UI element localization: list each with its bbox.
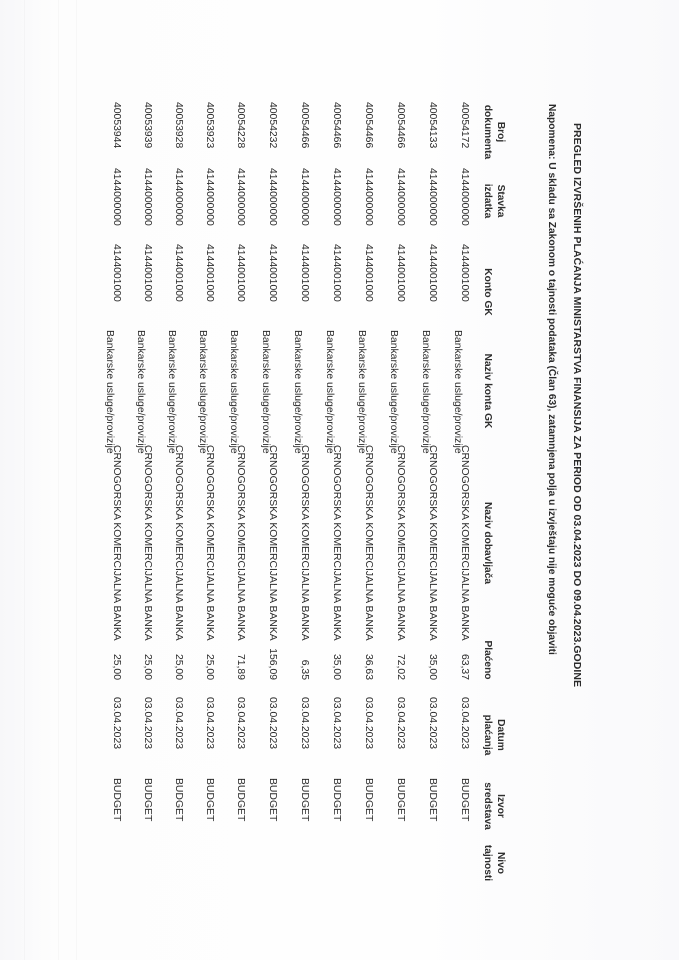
cell-placeno: 71,89: [235, 653, 246, 680]
header-line: tajnosti: [482, 844, 493, 882]
header-line: plaćanja: [482, 714, 493, 756]
header-naziv-konta-gk: Naziv konta GK: [482, 353, 493, 429]
cell-naziv-konta: Bankarske usluge/provizije: [135, 330, 146, 454]
cell-placeno: 63,37: [459, 653, 470, 680]
cell-datum: 03.04.2023: [363, 697, 374, 750]
cell-broj-dokumenta: 40053939: [142, 102, 153, 149]
cell-izvor: BUDGET: [395, 778, 406, 822]
cell-stavka-izdatka: 4144000000: [204, 168, 215, 226]
header-datum-placanja: [481, 700, 507, 770]
cell-naziv-konta: Bankarske usluge/provizije: [228, 330, 239, 454]
cell-broj-dokumenta: 40054466: [299, 102, 310, 149]
cell-izvor: BUDGET: [363, 778, 374, 822]
cell-izvor: BUDGET: [299, 778, 310, 822]
cell-stavka-izdatka: 4144000000: [111, 168, 122, 226]
cell-izvor: BUDGET: [204, 778, 215, 822]
table-row: [451, 0, 471, 960]
header-line: Datum: [495, 719, 506, 751]
cell-izvor: BUDGET: [142, 778, 153, 822]
header-naziv-dobavljaca: Naziv dobavljača: [482, 501, 493, 585]
cell-stavka-izdatka: 4144000000: [173, 168, 184, 226]
cell-placeno: 35,00: [331, 653, 342, 680]
table-row: [103, 0, 123, 960]
cell-broj-dokumenta: 40054466: [331, 102, 342, 149]
cell-konto-gk: 4144001000: [459, 244, 470, 302]
header-line: Nivo: [495, 851, 506, 875]
cell-placeno: 36,63: [363, 653, 374, 680]
table-row: [227, 0, 247, 960]
header-line: Stavka: [495, 184, 506, 218]
cell-konto-gk: 4144001000: [331, 244, 342, 302]
cell-dobavljac: CRNOGORSKA KOMERCIJALNA BANKA: [235, 445, 246, 641]
cell-datum: 03.04.2023: [299, 697, 310, 750]
table-row: [291, 0, 311, 960]
table-row: [259, 0, 279, 960]
cell-naziv-konta: Bankarske usluge/provizije: [356, 330, 367, 454]
cell-konto-gk: 4144001000: [299, 244, 310, 302]
cell-stavka-izdatka: 4144000000: [267, 168, 278, 226]
cell-datum: 03.04.2023: [142, 697, 153, 750]
table-row: [387, 0, 407, 960]
cell-konto-gk: 4144001000: [427, 244, 438, 302]
cell-placeno: 6,35: [299, 659, 310, 680]
cell-placeno: 25,00: [142, 653, 153, 680]
cell-placeno: 25,00: [173, 653, 184, 680]
cell-datum: 03.04.2023: [427, 697, 438, 750]
cell-naziv-konta: Bankarske usluge/provizije: [197, 330, 208, 454]
table-row: [419, 0, 439, 960]
cell-broj-dokumenta: 40053944: [111, 102, 122, 149]
table-row: [165, 0, 185, 960]
cell-datum: 03.04.2023: [331, 697, 342, 750]
cell-stavka-izdatka: 4144000000: [235, 168, 246, 226]
cell-datum: 03.04.2023: [267, 697, 278, 750]
cell-izvor: BUDGET: [427, 778, 438, 822]
cell-dobavljac: CRNOGORSKA KOMERCIJALNA BANKA: [331, 445, 342, 641]
cell-naziv-konta: Bankarske usluge/provizije: [292, 330, 303, 454]
cell-broj-dokumenta: 40054172: [459, 102, 470, 149]
cell-konto-gk: 4144001000: [267, 244, 278, 302]
cell-broj-dokumenta: 40054228: [235, 102, 246, 149]
cell-datum: 03.04.2023: [459, 697, 470, 750]
header-izvor-sredstava: [481, 776, 507, 836]
cell-stavka-izdatka: 4144000000: [331, 168, 342, 226]
cell-naziv-konta: Bankarske usluge/provizije: [324, 330, 335, 454]
cell-placeno: 72,02: [395, 653, 406, 680]
cell-naziv-konta: Bankarske usluge/provizije: [104, 330, 115, 454]
cell-naziv-konta: Bankarske usluge/provizije: [260, 330, 271, 454]
header-broj-dokumenta: [481, 104, 507, 160]
cell-placeno: 156,09: [267, 648, 278, 680]
cell-naziv-konta: Bankarske usluge/provizije: [420, 330, 431, 454]
cell-konto-gk: 4144001000: [395, 244, 406, 302]
header-line: sredstava: [482, 782, 493, 830]
header-line: izdatka: [482, 183, 493, 219]
cell-izvor: BUDGET: [111, 778, 122, 822]
cell-dobavljac: CRNOGORSKA KOMERCIJALNA BANKA: [267, 445, 278, 641]
cell-dobavljac: CRNOGORSKA KOMERCIJALNA BANKA: [299, 445, 310, 641]
cell-izvor: BUDGET: [173, 778, 184, 822]
header-nivo-tajnosti: [481, 838, 507, 888]
document-title: PREGLED IZVRŠENIH PLAĆANJA MINISTARSTVA FINANSIJA ZA PERIOD OD 03.04.2023 DO 09.04.2023.GODINE: [571, 123, 583, 688]
cell-datum: 03.04.2023: [235, 697, 246, 750]
cell-konto-gk: 4144001000: [204, 244, 215, 302]
cell-naziv-konta: Bankarske usluge/provizije: [452, 330, 463, 454]
cell-dobavljac: CRNOGORSKA KOMERCIJALNA BANKA: [204, 445, 215, 641]
cell-dobavljac: CRNOGORSKA KOMERCIJALNA BANKA: [427, 445, 438, 641]
header-line: Broj: [495, 121, 506, 143]
table-row: [323, 0, 343, 960]
cell-placeno: 35,00: [427, 653, 438, 680]
cell-broj-dokumenta: 40054232: [267, 102, 278, 149]
cell-placeno: 25,00: [204, 653, 215, 680]
cell-stavka-izdatka: 4144000000: [427, 168, 438, 226]
cell-stavka-izdatka: 4144000000: [299, 168, 310, 226]
header-stavka-izdatka: [481, 176, 507, 226]
header-placeno: Plaćeno: [482, 640, 493, 680]
cell-izvor: BUDGET: [459, 778, 470, 822]
cell-konto-gk: 4144001000: [363, 244, 374, 302]
cell-dobavljac: CRNOGORSKA KOMERCIJALNA BANKA: [363, 445, 374, 641]
cell-naziv-konta: Bankarske usluge/provizije: [388, 330, 399, 454]
cell-stavka-izdatka: 4144000000: [142, 168, 153, 226]
cell-dobavljac: CRNOGORSKA KOMERCIJALNA BANKA: [395, 445, 406, 641]
header-konto-gk: Konto GK: [482, 268, 493, 316]
cell-konto-gk: 4144001000: [235, 244, 246, 302]
cell-datum: 03.04.2023: [173, 697, 184, 750]
cell-izvor: BUDGET: [235, 778, 246, 822]
header-line: Izvor: [495, 794, 506, 818]
cell-datum: 03.04.2023: [395, 697, 406, 750]
cell-datum: 03.04.2023: [204, 697, 215, 750]
cell-broj-dokumenta: 40054466: [395, 102, 406, 149]
cell-dobavljac: CRNOGORSKA KOMERCIJALNA BANKA: [459, 445, 470, 641]
cell-stavka-izdatka: 4144000000: [459, 168, 470, 226]
cell-broj-dokumenta: 40054133: [427, 102, 438, 149]
cell-dobavljac: CRNOGORSKA KOMERCIJALNA BANKA: [173, 445, 184, 641]
document-note: Napomena: U skladu sa Zakonom o tajnosti podataka (Član 63), zatamnjena polja u izvještaju nije moguće objaviti: [546, 104, 557, 655]
table-row: [196, 0, 216, 960]
table-row: [355, 0, 375, 960]
cell-naziv-konta: Bankarske usluge/provizije: [166, 330, 177, 454]
cell-izvor: BUDGET: [267, 778, 278, 822]
cell-stavka-izdatka: 4144000000: [363, 168, 374, 226]
header-line: dokumenta: [482, 104, 493, 160]
cell-broj-dokumenta: 40053923: [204, 102, 215, 149]
cell-datum: 03.04.2023: [111, 697, 122, 750]
cell-konto-gk: 4144001000: [111, 244, 122, 302]
cell-placeno: 25,00: [111, 653, 122, 680]
cell-dobavljac: CRNOGORSKA KOMERCIJALNA BANKA: [111, 445, 122, 641]
table-row: [134, 0, 154, 960]
cell-broj-dokumenta: 40053928: [173, 102, 184, 149]
cell-konto-gk: 4144001000: [142, 244, 153, 302]
cell-dobavljac: CRNOGORSKA KOMERCIJALNA BANKA: [142, 445, 153, 641]
cell-stavka-izdatka: 4144000000: [395, 168, 406, 226]
cell-konto-gk: 4144001000: [173, 244, 184, 302]
cell-broj-dokumenta: 40054466: [363, 102, 374, 149]
cell-izvor: BUDGET: [331, 778, 342, 822]
